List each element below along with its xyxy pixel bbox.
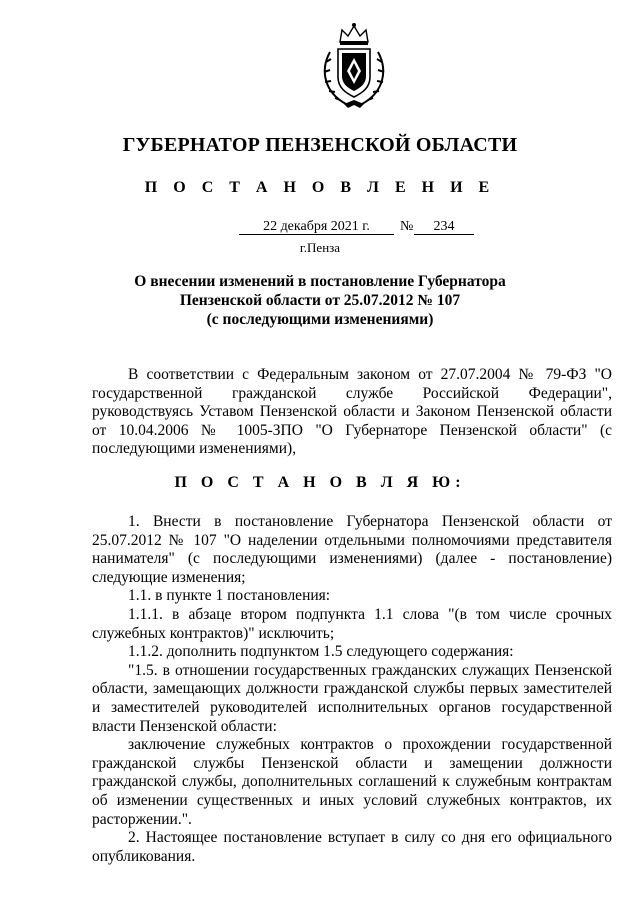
item-1-5-text: заключение служебных контрактов о прохождении государственной гражданской службы Пензенской области и замещении должности гражданской службы, дополнительных соглашений к служебным контрактам об изменении существенных и иных условий служебных контрактов, их расторжении.". [92, 736, 612, 828]
document-number: 234 [414, 219, 474, 235]
item-1-1: 1.1. в пункте 1 постановления: [128, 587, 331, 605]
title-line: О внесении изменений в постановление Губернатора [134, 273, 506, 290]
item-1-1-1: 1.1.1. в абзаце втором подпункта 1.1 слова "(в том числе срочных служебных контрактов)" исключить; [92, 605, 612, 642]
item-1-5: "1.5. в отношении государственных гражданских служащих Пензенской области, замещающих должности гражданской службы первых заместителей и заместителей руководителей исполнительных органов государственной власти Пензенской области: [92, 661, 612, 735]
order-heading: П О С Т А Н О В Л Я Ю: [174, 474, 466, 491]
penza-coat-of-arms-icon [316, 22, 392, 108]
preamble: В соответствии с Федеральным законом от 27.07.2004 № 79-ФЗ "О государственной гражданской службе Российской Федерации", руководствуясь Уставом Пензенской области и Законом Пензенской области от 10.04.2006 № 1005-ЗПО "О Губернаторе Пензенской области" (с последующими изменениями), [92, 366, 612, 458]
document-title [120, 272, 520, 329]
document-date: 22 декабря 2021 г. [239, 219, 394, 235]
item-2: 2. Настоящее постановление вступает в силу со дня его официального опубликования. [92, 829, 612, 865]
city: г.Пенза [299, 240, 341, 255]
title-line: (с последующими изменениями) [206, 311, 434, 328]
item-1: 1. Внести в постановление Губернатора Пензенской области от 25.07.2012 № 107 "О наделении отдельными полномочиями представителя нанимателя" (с последующими изменениями) (далее - постановление) следующие изменения; [92, 513, 612, 586]
document-type: П О С Т А Н О В Л Е Н И Е [144, 179, 496, 196]
preamble-block [92, 366, 612, 459]
order-items [92, 513, 612, 866]
item-1-1-2: 1.1.2. дополнить подпунктом 1.5 следующего содержания: [128, 643, 514, 661]
authority-title: ГУБЕРНАТОР ПЕНЗЕНСКОЙ ОБЛАСТИ [122, 134, 518, 156]
number-sign: № [400, 219, 414, 234]
title-line: Пензенской области от 25.07.2012 № 107 [179, 292, 461, 309]
